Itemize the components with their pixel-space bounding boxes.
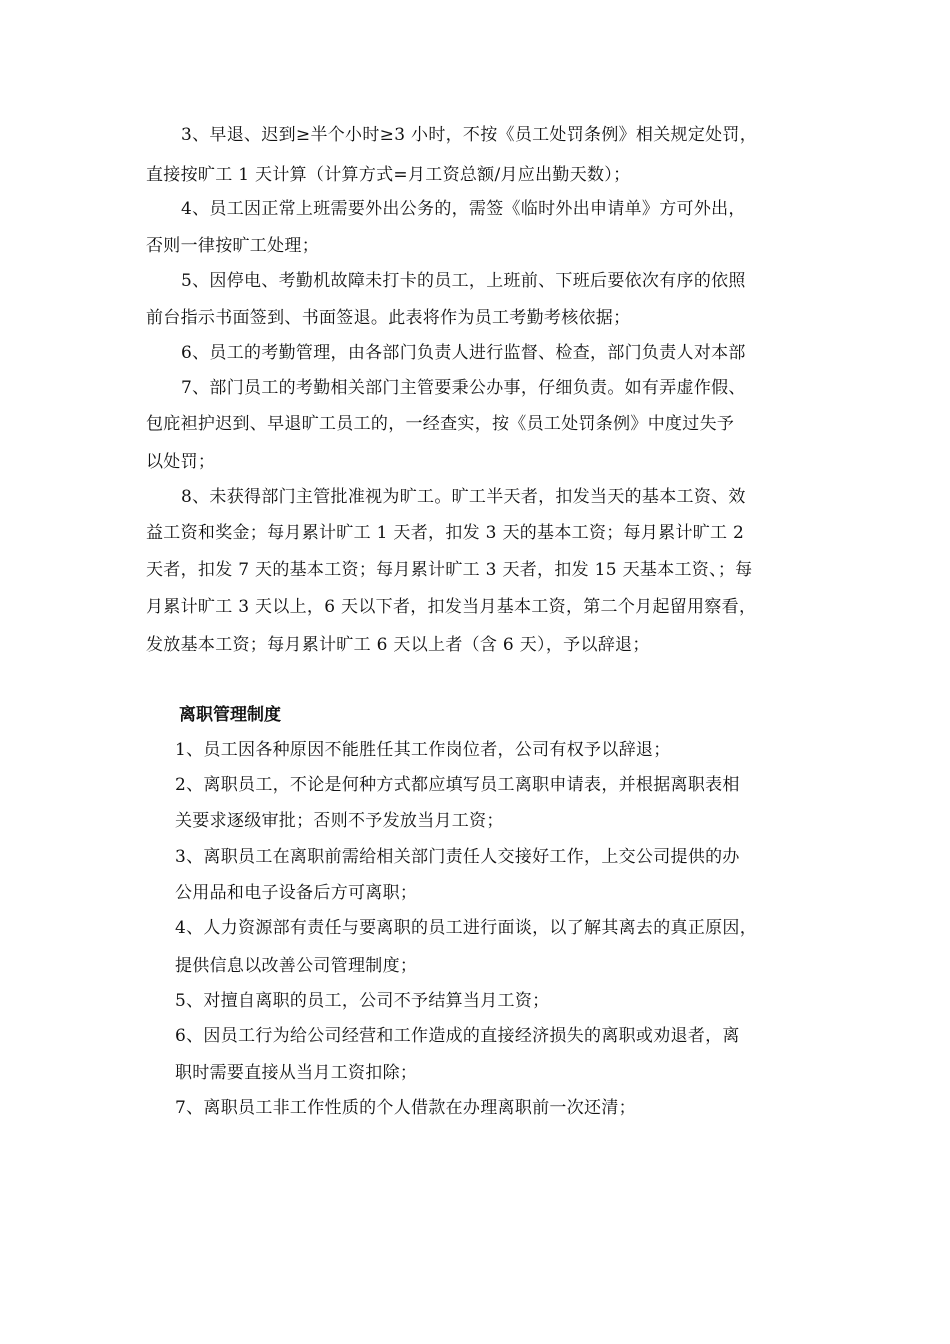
attendance-rule-7-line-1: 7、部门员工的考勤相关部门主管要秉公办事，仔细负责。如有弄虚作假、 xyxy=(181,378,746,398)
resignation-rule-2-line-2: 关要求逐级审批；否则不予发放当月工资； xyxy=(175,811,504,831)
attendance-rule-5-line-2: 前台指示书面签到、书面签退。此表将作为员工考勤考核依据； xyxy=(146,308,631,328)
resignation-rule-6-line-1: 6、因员工行为给公司经营和工作造成的直接经济损失的离职或劝退者，离 xyxy=(175,1026,740,1046)
attendance-rule-4-line-2: 否则一律按旷工处理； xyxy=(146,236,319,256)
resignation-rule-6-line-2: 职时需要直接从当月工资扣除； xyxy=(175,1063,418,1083)
attendance-rule-4-line-1: 4、员工因正常上班需要外出公务的，需签《临时外出申请单》方可外出， xyxy=(181,199,746,219)
attendance-rule-5-line-1: 5、因停电、考勤机故障未打卡的员工，上班前、下班后要依次有序的依照 xyxy=(181,271,746,291)
resignation-rule-5: 5、对擅自离职的员工，公司不予结算当月工资； xyxy=(175,991,550,1011)
resignation-rule-3-line-1: 3、离职员工在离职前需给相关部门责任人交接好工作，上交公司提供的办 xyxy=(175,847,740,867)
attendance-rule-3-line-2: 直接按旷工 1 天计算（计算方式=月工资总额/月应出勤天数）； xyxy=(146,165,631,185)
attendance-rule-8-line-3: 天者，扣发 7 天的基本工资；每月累计旷工 3 天者，扣发 15 天基本工资、；每 xyxy=(146,560,753,580)
attendance-rule-6-line-1: 6、员工的考勤管理，由各部门负责人进行监督、检查，部门负责人对本部 xyxy=(181,343,746,363)
attendance-rule-3-line-1: 3、早退、迟到≥半个小时≥3 小时，不按《员工处罚条例》相关规定处罚， xyxy=(181,125,758,145)
attendance-rule-8-line-2: 益工资和奖金；每月累计旷工 1 天者，扣发 3 天的基本工资；每月累计旷工 2 xyxy=(146,523,745,543)
resignation-rule-7: 7、离职员工非工作性质的个人借款在办理离职前一次还清； xyxy=(175,1098,636,1118)
section-title-resignation: 离职管理制度 xyxy=(179,705,281,725)
resignation-rule-2-line-1: 2、离职员工，不论是何种方式都应填写员工离职申请表，并根据离职表相 xyxy=(175,775,740,795)
attendance-rule-8-line-4: 月累计旷工 3 天以上，6 天以下者，扣发当月基本工资，第二个月起留用察看， xyxy=(146,597,757,617)
attendance-rule-8-line-1: 8、未获得部门主管批准视为旷工。旷工半天者，扣发当天的基本工资、效 xyxy=(181,487,746,507)
resignation-rule-3-line-2: 公用品和电子设备后方可离职； xyxy=(175,883,418,903)
resignation-rule-4-line-2: 提供信息以改善公司管理制度； xyxy=(175,956,418,976)
attendance-rule-7-line-2: 包庇袒护迟到、早退旷工员工的，一经查实，按《员工处罚条例》中度过失予 xyxy=(146,414,735,434)
resignation-rule-4-line-1: 4、人力资源部有责任与要离职的员工进行面谈，以了解其离去的真正原因， xyxy=(175,918,758,938)
resignation-rule-1: 1、员工因各种原因不能胜任其工作岗位者，公司有权予以辞退； xyxy=(175,740,671,760)
attendance-rule-8-line-5: 发放基本工资；每月累计旷工 6 天以上者（含 6 天），予以辞退； xyxy=(146,635,650,655)
attendance-rule-7-line-3: 以处罚； xyxy=(146,452,216,472)
